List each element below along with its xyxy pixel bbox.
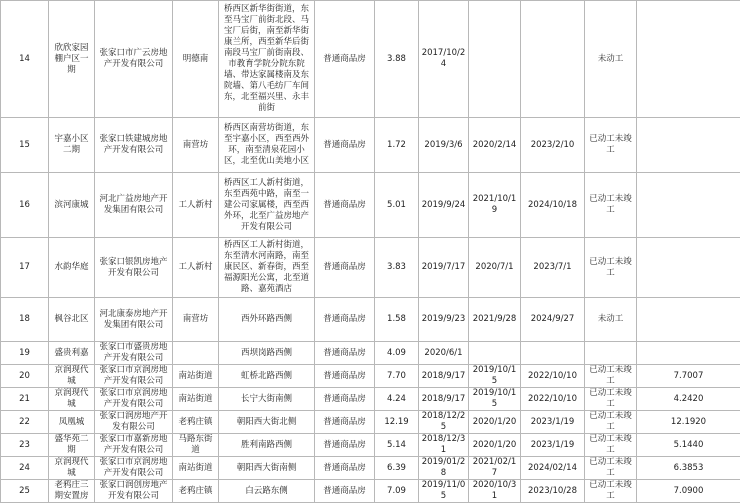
- cell-developer[interactable]: 河北康泰房地产开发集团有限公司: [95, 298, 173, 342]
- cell-finish-date[interactable]: 2021/02/17: [469, 457, 521, 480]
- cell-finish-date[interactable]: 2021/10/19: [469, 173, 521, 238]
- cell-type[interactable]: 普通商品房: [315, 298, 375, 342]
- cell-status[interactable]: 已动工未竣工: [585, 411, 637, 434]
- cell-value[interactable]: [637, 298, 740, 342]
- cell-district[interactable]: 南站街道: [173, 388, 219, 411]
- cell-no[interactable]: 23: [1, 434, 49, 457]
- cell-type[interactable]: 普通商品房: [315, 388, 375, 411]
- cell-start-date[interactable]: 2018/9/17: [419, 388, 469, 411]
- cell-developer[interactable]: 张家口市京润房地产开发有限公司: [95, 457, 173, 480]
- cell-location[interactable]: 西外环路西侧: [219, 298, 315, 342]
- table-row: [1, 118, 740, 173]
- table-row: [1, 238, 740, 298]
- cell-developer[interactable]: 张家口铁建城房地产开发有限公司: [95, 118, 173, 173]
- cell-finish-date[interactable]: [469, 342, 521, 365]
- cell-area[interactable]: 6.39: [375, 457, 419, 480]
- cell-area[interactable]: 4.09: [375, 342, 419, 365]
- cell-developer[interactable]: 张家口润房地产开发有限公司: [95, 411, 173, 434]
- table-row: [1, 1, 740, 118]
- cell-delivery-date[interactable]: 2023/10/28: [521, 480, 585, 503]
- cell-no[interactable]: 14: [1, 1, 49, 118]
- cell-status[interactable]: 已动工未竣工: [585, 238, 637, 298]
- cell-status[interactable]: 已动工未竣工: [585, 365, 637, 388]
- cell-status[interactable]: [585, 342, 637, 365]
- cell-delivery-date[interactable]: 2023/1/19: [521, 411, 585, 434]
- cell-developer[interactable]: 河北广益房地产开发集团有限公司: [95, 173, 173, 238]
- cell-delivery-date[interactable]: 2024/9/27: [521, 298, 585, 342]
- cell-start-date[interactable]: 2019/9/23: [419, 298, 469, 342]
- cell-type[interactable]: 普通商品房: [315, 118, 375, 173]
- cell-location[interactable]: 桥西区工人新村街道，东至西苑中路，南至一建公司家属楼，西至西外环，北至广益房地产开发有限公司: [219, 173, 315, 238]
- cell-location[interactable]: 桥西区工人新村街道，东至清水河南路，南至康民区、新春街，西至福源阳光公寓，北至道路、嘉苑酒店: [219, 238, 315, 298]
- cell-location[interactable]: 长宁大街南侧: [219, 388, 315, 411]
- cell-area[interactable]: 7.70: [375, 365, 419, 388]
- cell-no[interactable]: 17: [1, 238, 49, 298]
- cell-value[interactable]: [637, 1, 740, 118]
- cell-project-name[interactable]: 京润现代城: [49, 365, 95, 388]
- cell-finish-date[interactable]: 2019/10/15: [469, 388, 521, 411]
- table-row: [1, 388, 740, 411]
- cell-value[interactable]: 6.3853: [637, 457, 740, 480]
- table-row: [1, 342, 740, 365]
- cell-area[interactable]: 1.72: [375, 118, 419, 173]
- cell-finish-date[interactable]: [469, 1, 521, 118]
- cell-delivery-date[interactable]: 2022/10/10: [521, 388, 585, 411]
- cell-start-date[interactable]: 2018/9/17: [419, 365, 469, 388]
- table-row: [1, 173, 740, 238]
- cell-district[interactable]: 南站街道: [173, 365, 219, 388]
- cell-type[interactable]: 普通商品房: [315, 1, 375, 118]
- cell-status[interactable]: 已动工未竣工: [585, 457, 637, 480]
- cell-start-date[interactable]: 2019/7/17: [419, 238, 469, 298]
- cell-finish-date[interactable]: 2020/1/20: [469, 411, 521, 434]
- cell-no[interactable]: 15: [1, 118, 49, 173]
- cell-district[interactable]: 老鸦庄镇: [173, 411, 219, 434]
- cell-type[interactable]: 普通商品房: [315, 173, 375, 238]
- cell-start-date[interactable]: 2018/12/25: [419, 411, 469, 434]
- cell-developer[interactable]: 张家口润创房地产开发有限公司: [95, 480, 173, 503]
- cell-value[interactable]: 7.0900: [637, 480, 740, 503]
- cell-start-date[interactable]: 2017/10/24: [419, 1, 469, 118]
- cell-value[interactable]: 4.2420: [637, 388, 740, 411]
- cell-project-name[interactable]: 欣欣家园棚户区一期: [49, 1, 95, 118]
- cell-value[interactable]: 7.7007: [637, 365, 740, 388]
- cell-status[interactable]: 未动工: [585, 298, 637, 342]
- cell-delivery-date[interactable]: 2024/02/14: [521, 457, 585, 480]
- cell-project-name[interactable]: 盛贵利嘉: [49, 342, 95, 365]
- cell-district[interactable]: 南站街道: [173, 457, 219, 480]
- cell-start-date[interactable]: 2019/9/24: [419, 173, 469, 238]
- cell-area[interactable]: 3.88: [375, 1, 419, 118]
- cell-start-date[interactable]: 2019/3/6: [419, 118, 469, 173]
- cell-area[interactable]: 7.09: [375, 480, 419, 503]
- cell-finish-date[interactable]: 2020/10/31: [469, 480, 521, 503]
- cell-developer[interactable]: 张家口市京润房地产开发有限公司: [95, 388, 173, 411]
- table-row: [1, 434, 740, 457]
- cell-value[interactable]: [637, 342, 740, 365]
- cell-project-name[interactable]: 枫谷北区: [49, 298, 95, 342]
- cell-project-name[interactable]: 宇嘉小区二期: [49, 118, 95, 173]
- cell-type[interactable]: 普通商品房: [315, 434, 375, 457]
- cell-location[interactable]: 胜利南路西侧: [219, 434, 315, 457]
- cell-status[interactable]: 已动工未竣工: [585, 434, 637, 457]
- cell-value[interactable]: 5.1440: [637, 434, 740, 457]
- cell-location[interactable]: 朝阳西大街北侧: [219, 411, 315, 434]
- cell-district[interactable]: 南营坊: [173, 298, 219, 342]
- cell-delivery-date[interactable]: 2023/2/10: [521, 118, 585, 173]
- cell-developer[interactable]: 张家口银凯房地产开发有限公司: [95, 238, 173, 298]
- cell-project-name[interactable]: 老鸦庄三期安置房: [49, 480, 95, 503]
- cell-area[interactable]: 3.83: [375, 238, 419, 298]
- cell-area[interactable]: 12.19: [375, 411, 419, 434]
- cell-project-name[interactable]: 京润现代城: [49, 388, 95, 411]
- cell-type[interactable]: 普通商品房: [315, 238, 375, 298]
- cell-district[interactable]: 马路东街道: [173, 434, 219, 457]
- cell-no[interactable]: 19: [1, 342, 49, 365]
- cell-developer[interactable]: 张家口市京润房地产开发有限公司: [95, 365, 173, 388]
- cell-finish-date[interactable]: 2020/1/20: [469, 434, 521, 457]
- cell-district[interactable]: 明德南: [173, 1, 219, 118]
- cell-status[interactable]: 已动工未竣工: [585, 480, 637, 503]
- cell-type[interactable]: 普通商品房: [315, 411, 375, 434]
- cell-location[interactable]: 朝阳西大街南侧: [219, 457, 315, 480]
- cell-district[interactable]: 工人新村: [173, 173, 219, 238]
- cell-delivery-date[interactable]: [521, 1, 585, 118]
- cell-start-date[interactable]: 2018/12/31: [419, 434, 469, 457]
- cell-value[interactable]: [637, 173, 740, 238]
- cell-finish-date[interactable]: 2020/2/14: [469, 118, 521, 173]
- cell-status[interactable]: 未动工: [585, 1, 637, 118]
- cell-project-name[interactable]: 京润现代城: [49, 457, 95, 480]
- cell-area[interactable]: 1.58: [375, 298, 419, 342]
- cell-location[interactable]: 白云路东侧: [219, 480, 315, 503]
- cell-value[interactable]: [637, 118, 740, 173]
- cell-start-date[interactable]: 2020/6/1: [419, 342, 469, 365]
- cell-project-name[interactable]: 水韵华庭: [49, 238, 95, 298]
- cell-developer[interactable]: 张家口市嘉新房地产开发有限公司: [95, 434, 173, 457]
- table-row: [1, 298, 740, 342]
- cell-no[interactable]: 18: [1, 298, 49, 342]
- cell-location[interactable]: 桥西区南营坊街道，东至宇嘉小区，西至西外环，南至清泉花园小区，北至优山美地小区: [219, 118, 315, 173]
- cell-project-name[interactable]: 滨河康城: [49, 173, 95, 238]
- cell-area[interactable]: 5.14: [375, 434, 419, 457]
- table-row: [1, 365, 740, 388]
- cell-value[interactable]: 12.1920: [637, 411, 740, 434]
- cell-district[interactable]: 南营坊: [173, 118, 219, 173]
- cell-no[interactable]: 21: [1, 388, 49, 411]
- cell-delivery-date[interactable]: [521, 342, 585, 365]
- cell-value[interactable]: [637, 238, 740, 298]
- table-row: [1, 411, 740, 434]
- cell-area[interactable]: 5.01: [375, 173, 419, 238]
- cell-project-name[interactable]: 凤凰城: [49, 411, 95, 434]
- cell-no[interactable]: 24: [1, 457, 49, 480]
- cell-developer[interactable]: 张家口市盛贵房地产开发有限公司: [95, 342, 173, 365]
- cell-district[interactable]: 工人新村: [173, 238, 219, 298]
- cell-status[interactable]: 已动工未竣工: [585, 388, 637, 411]
- cell-finish-date[interactable]: 2019/10/15: [469, 365, 521, 388]
- cell-district[interactable]: [173, 342, 219, 365]
- cell-no[interactable]: 25: [1, 480, 49, 503]
- cell-area[interactable]: 4.24: [375, 388, 419, 411]
- cell-type[interactable]: 普通商品房: [315, 342, 375, 365]
- cell-delivery-date[interactable]: 2023/1/19: [521, 434, 585, 457]
- cell-finish-date[interactable]: 2021/9/28: [469, 298, 521, 342]
- cell-no[interactable]: 20: [1, 365, 49, 388]
- cell-delivery-date[interactable]: 2022/10/10: [521, 365, 585, 388]
- cell-district[interactable]: 老鸦庄镇: [173, 480, 219, 503]
- cell-start-date[interactable]: 2019/11/05: [419, 480, 469, 503]
- cell-type[interactable]: 普通商品房: [315, 365, 375, 388]
- cell-project-name[interactable]: 盛华苑二期: [49, 434, 95, 457]
- cell-no[interactable]: 16: [1, 173, 49, 238]
- cell-location[interactable]: 虹桥北路西侧: [219, 365, 315, 388]
- cell-type[interactable]: 普通商品房: [315, 457, 375, 480]
- cell-delivery-date[interactable]: 2024/10/18: [521, 173, 585, 238]
- cell-delivery-date[interactable]: 2023/7/1: [521, 238, 585, 298]
- cell-location[interactable]: 桥西区新华街街道，东至马宝厂前街北段、马宝厂后街，南至新华街康兰所，西至新华后街南段马宝厂前街南段、市教育学院分院东院墙、带达家属楼南及东院墙、第八毛纺厂车间东，北至福兴里、永丰前街: [219, 1, 315, 118]
- cell-start-date[interactable]: 2019/01/28: [419, 457, 469, 480]
- cell-status[interactable]: 已动工未竣工: [585, 118, 637, 173]
- cell-location[interactable]: 西坝岗路西侧: [219, 342, 315, 365]
- cell-no[interactable]: 22: [1, 411, 49, 434]
- cell-developer[interactable]: 张家口市广云房地产开发有限公司: [95, 1, 173, 118]
- cell-type[interactable]: 普通商品房: [315, 480, 375, 503]
- table-row: [1, 480, 740, 503]
- table-row: [1, 457, 740, 480]
- cell-status[interactable]: 已动工未竣工: [585, 173, 637, 238]
- cell-finish-date[interactable]: 2020/7/1: [469, 238, 521, 298]
